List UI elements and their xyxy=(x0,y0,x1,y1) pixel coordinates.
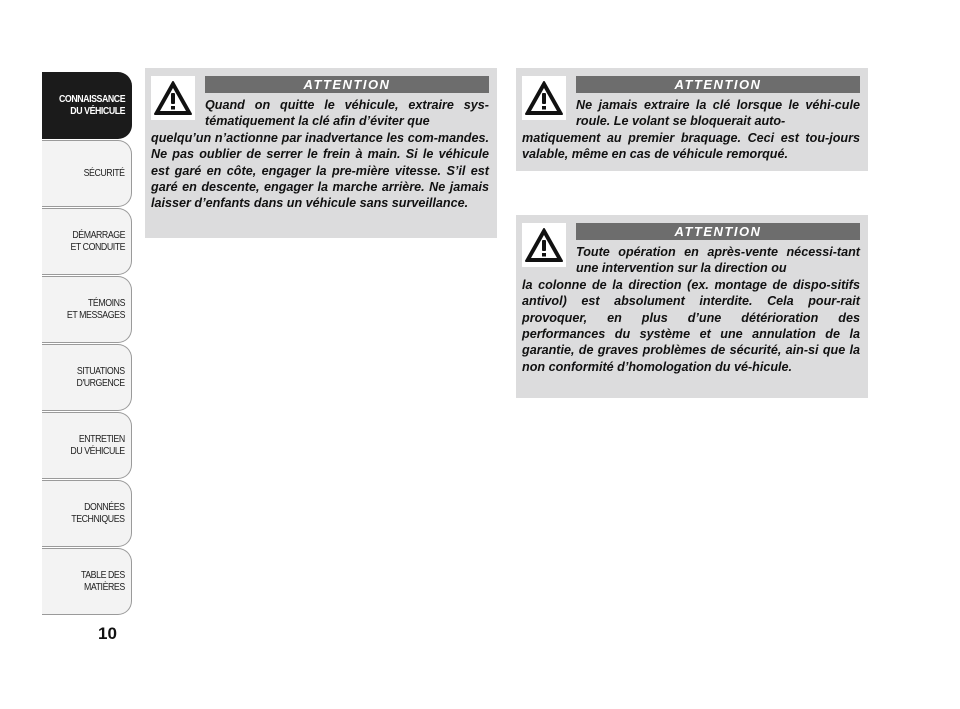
tab-label: CONNAISSANCE DU VÉHICULE xyxy=(58,93,125,117)
warning-body-text: quelqu’un n’actionne par inadvertance les com-mandes. Ne pas oublier de serrer le frein à main. Si le véhicule est garé en côte, engager la pre-mière vitesse. S’il est garé en descente, engager la marche arrière. Ne jamais laisser d’enfants dans un véhicule sans surveillance. xyxy=(151,130,489,211)
warning-triangle-icon xyxy=(151,76,195,120)
warning-triangle-icon xyxy=(522,223,566,267)
warning-box-steering xyxy=(516,215,868,398)
warning-title: ATTENTION xyxy=(576,223,860,240)
warning-title: ATTENTION xyxy=(205,76,489,93)
tab-label: ENTRETIEN DU VÉHICULE xyxy=(70,433,125,457)
tab-entretien-du-vehicule[interactable] xyxy=(42,412,132,479)
tab-label: DÉMARRAGE ET CONDUITE xyxy=(70,229,125,253)
tab-label: DONNÉES TECHNIQUES xyxy=(71,501,125,525)
tab-situations-durgence[interactable] xyxy=(42,344,132,411)
warning-head-text: Toute opération en après-vente nécessi-tant une intervention sur la direction ou xyxy=(576,245,860,276)
tab-label: TÉMOINS ET MESSAGES xyxy=(66,297,125,321)
tab-demarrage-et-conduite[interactable] xyxy=(42,208,132,275)
tab-donnees-techniques[interactable] xyxy=(42,480,132,547)
warning-head-text: Ne jamais extraire la clé lorsque le véhi-cule roule. Le volant se bloquerait auto- xyxy=(576,98,860,129)
tab-table-des-matieres[interactable] xyxy=(42,548,132,615)
tab-label: TABLE DES MATIÈRES xyxy=(81,569,125,593)
page-number: 10 xyxy=(98,624,117,643)
warning-triangle-icon xyxy=(522,76,566,120)
warning-body-text: matiquement au premier braquage. Ceci est tou-jours valable, même en cas de véhicule remorqué. xyxy=(522,130,860,162)
warning-head-text: Quand on quitte le véhicule, extraire sys-tématiquement la clé afin d’éviter que xyxy=(205,98,489,129)
warning-body-text: la colonne de la direction (ex. montage de dispo-sitifs antivol) est absolument interdite. Cela pour-rait provoquer, en plus d’une détérioration des performances du système et une annulation de la garantie, de graves problèmes de sécurité, ain-si que la non conformité d’homologation du vé-hicule. xyxy=(522,277,860,374)
chapter-tabs xyxy=(42,72,132,616)
tab-connaissance-du-vehicule[interactable] xyxy=(42,72,132,139)
tab-label: SÉCURITÉ xyxy=(84,167,125,179)
warning-title: ATTENTION xyxy=(576,76,860,93)
tab-securite[interactable] xyxy=(42,140,132,207)
warning-box-driving-key xyxy=(516,68,868,171)
tab-label: SITUATIONS D'URGENCE xyxy=(76,365,125,389)
warning-box-keys xyxy=(145,68,497,238)
tab-temoins-et-messages[interactable] xyxy=(42,276,132,343)
